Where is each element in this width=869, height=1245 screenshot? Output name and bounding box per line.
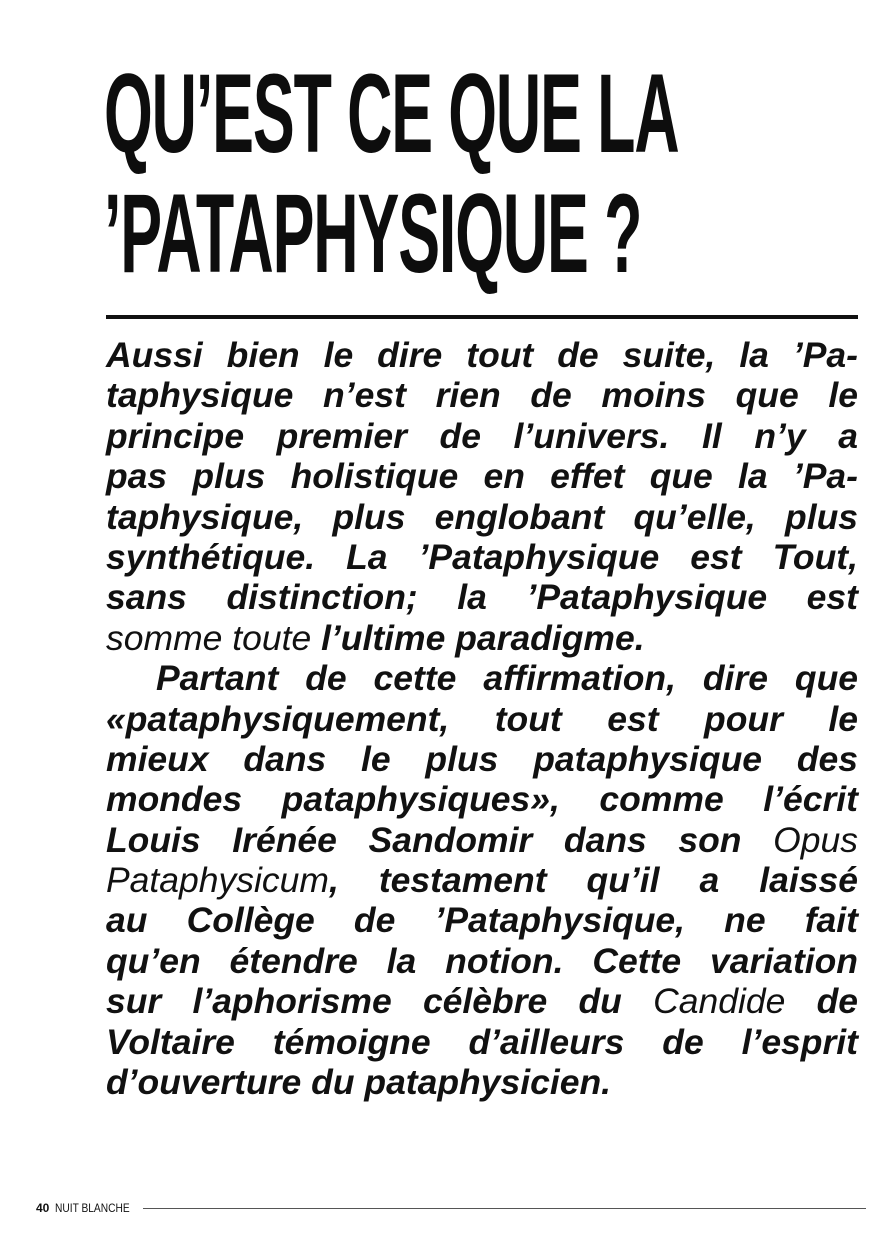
body-text-bold: pas plus holistique en effet que la ’Pa- (106, 456, 858, 497)
body-text-bold: qu’en étendre la notion. Cette variation (106, 940, 858, 981)
body-text-roman: Candide (653, 981, 786, 1022)
article-title-line-2: ’PATAPHYSIQUE ? (104, 171, 642, 296)
body-text-bold: sans distinction; la ’Pataphysique est (106, 577, 858, 618)
body-text-bold: au Collège de ’Pataphysique, ne fait (106, 900, 858, 941)
body-line (106, 779, 858, 819)
body-line (106, 497, 858, 537)
body-line (106, 618, 858, 658)
body-text-roman: Pataphysicum (106, 860, 329, 901)
body-line (106, 941, 858, 981)
title-rule (106, 315, 858, 319)
body-line (106, 699, 858, 739)
body-line (106, 456, 858, 496)
article-body (106, 335, 858, 1102)
page-number: 40 (36, 1201, 50, 1215)
body-text-bold: Voltaire témoigne d’ailleurs de l’esprit (106, 1021, 858, 1062)
body-line (106, 1062, 858, 1102)
magazine-name: NUIT BLANCHE (55, 1201, 130, 1215)
body-line (106, 900, 858, 940)
body-text-bold: Louis Irénée Sandomir dans son (106, 819, 774, 860)
body-text-bold: mieux dans le plus pataphysique des (106, 738, 858, 779)
body-line (106, 981, 858, 1021)
body-line (106, 416, 858, 456)
body-line (106, 335, 858, 375)
body-text-bold: l’ultime paradigme. (311, 617, 645, 658)
body-line (106, 739, 858, 779)
body-text-bold: Aussi bien le dire tout de suite, la ’Pa- (106, 335, 858, 375)
body-line (106, 1022, 858, 1062)
body-text-bold: , testament qu’il a laissé (328, 860, 858, 901)
body-line (106, 375, 858, 415)
body-line (106, 860, 858, 900)
body-line (106, 577, 858, 617)
body-text-bold: «pataphysiquement, tout est pour le (106, 698, 858, 739)
page-footer (36, 1200, 866, 1216)
body-text-bold: sur l’aphorisme célèbre du (106, 981, 654, 1022)
body-text-bold: synthétique. La ’Pataphysique est Tout, (106, 536, 858, 577)
body-text-roman: Opus (773, 819, 858, 860)
body-text-bold: taphysique n’est rien de moins que le (106, 375, 858, 416)
footer-rule (143, 1208, 866, 1209)
body-text-roman: somme toute (106, 617, 312, 658)
article-title-line-1: QU’EST CE QUE LA (104, 51, 679, 176)
body-text-bold: mondes pataphysiques», comme l’écrit (106, 779, 858, 820)
body-line (106, 820, 858, 860)
body-text-bold: de (785, 981, 858, 1022)
body-text-bold: principe premier de l’univers. Il n’y a (106, 415, 858, 456)
body-text-bold: Partant de cette affirmation, dire que (156, 658, 858, 699)
body-text-bold: d’ouverture du pataphysicien. (106, 1062, 611, 1103)
body-line (106, 658, 858, 698)
body-line (106, 537, 858, 577)
body-text-bold: taphysique, plus englobant qu’elle, plus (106, 496, 858, 537)
